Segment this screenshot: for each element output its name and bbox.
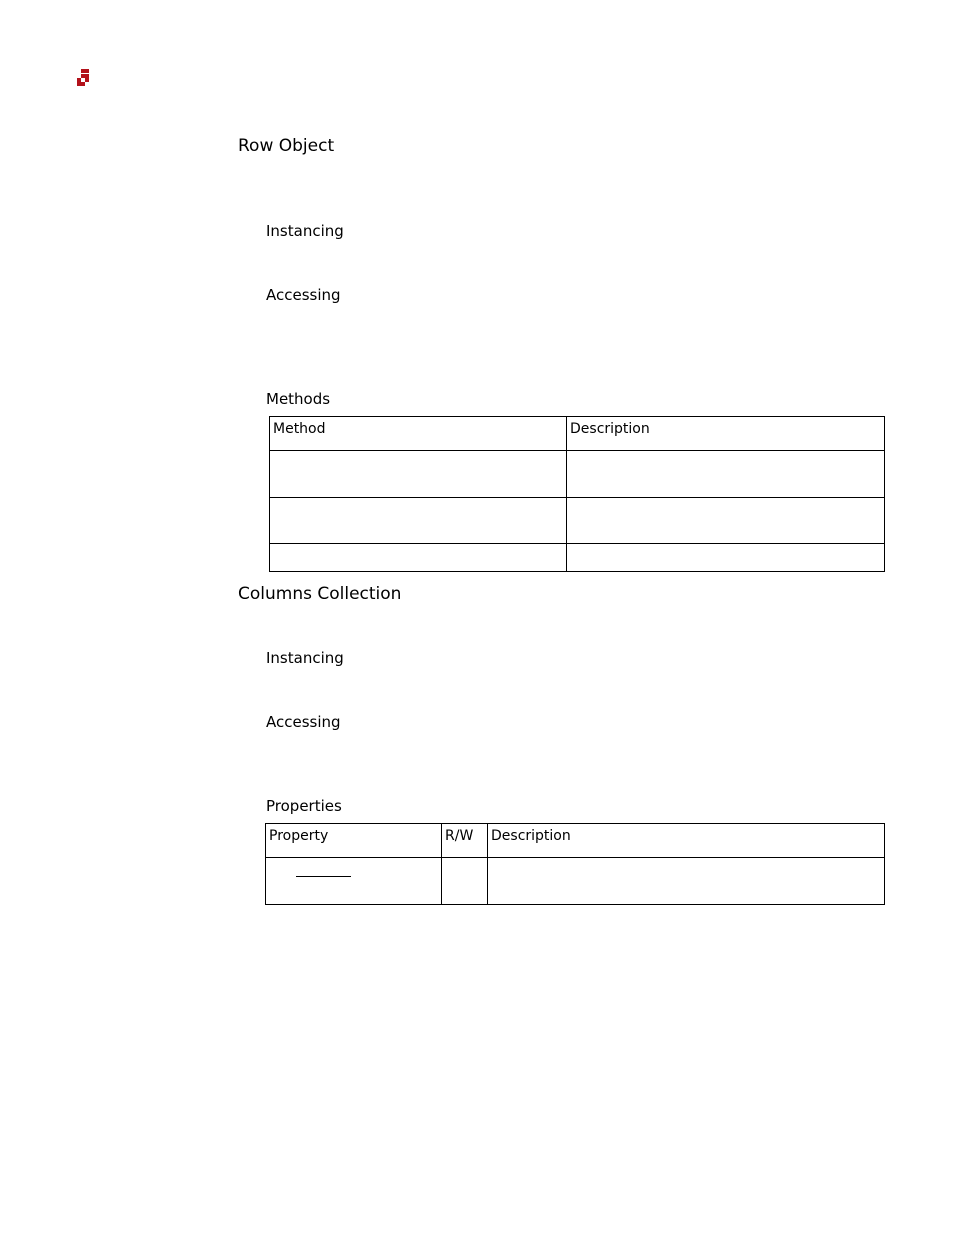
table-row	[270, 544, 885, 572]
methods-table-header-row	[270, 417, 885, 451]
columns-collection-title: Columns Collection	[238, 584, 402, 604]
methods-table	[269, 416, 885, 572]
properties-cell-property	[266, 858, 442, 905]
table-row	[266, 858, 885, 905]
properties-table	[265, 823, 885, 905]
methods-cell-method	[270, 544, 567, 572]
columns-accessing-heading: Accessing	[266, 713, 341, 731]
columns-instancing-heading: Instancing	[266, 649, 344, 667]
properties-header-rw: R/W	[442, 824, 488, 858]
methods-header-method: Method	[270, 417, 567, 451]
methods-cell-method	[270, 498, 567, 544]
row-object-instancing-heading: Instancing	[266, 222, 344, 240]
properties-header-description: Description	[488, 824, 885, 858]
properties-cell-rw	[442, 858, 488, 905]
table-row	[270, 451, 885, 498]
row-object-accessing-heading: Accessing	[266, 286, 341, 304]
properties-header-property: Property	[266, 824, 442, 858]
methods-cell-method	[270, 451, 567, 498]
row-object-title: Row Object	[238, 136, 335, 156]
methods-cell-description	[567, 544, 885, 572]
methods-header-description: Description	[567, 417, 885, 451]
methods-cell-description	[567, 451, 885, 498]
properties-table-header-row	[266, 824, 885, 858]
table-row	[270, 498, 885, 544]
properties-cell-description	[488, 858, 885, 905]
row-object-methods-heading: Methods	[266, 390, 331, 408]
methods-cell-description	[567, 498, 885, 544]
columns-properties-heading: Properties	[266, 797, 342, 815]
property-link-underline	[296, 876, 351, 877]
logo-icon	[77, 69, 89, 86]
